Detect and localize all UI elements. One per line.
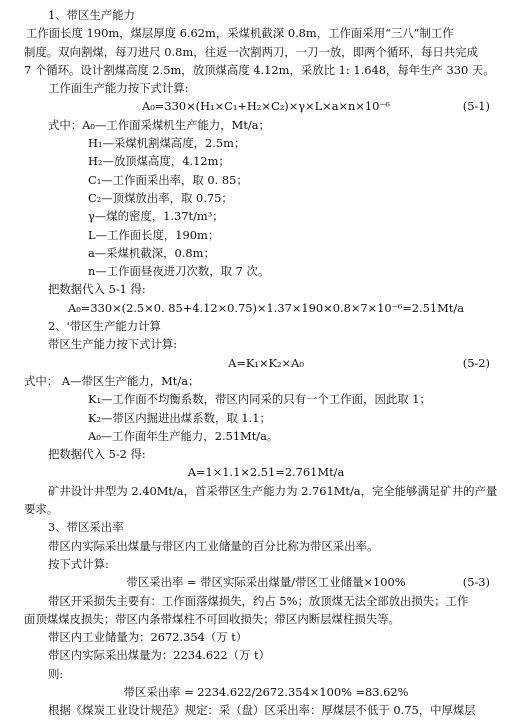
section-heading-3: 3、带区采出率 [48, 520, 124, 535]
paragraph-line: 工作面生产能力按下式计算: [48, 81, 189, 96]
formula-5-3 [0, 573, 532, 591]
equation-number: (5-1) [462, 99, 490, 114]
formula-text: 带区采出率 = 带区实际采出煤量/带区工业储量×100% [126, 575, 406, 590]
definition-line: K₁—工作面不均衡系数，带区内同采的只有一个工作面，因此取 1； [88, 392, 431, 407]
definition-line: C₂—顶煤放出率，取 0.75； [88, 190, 233, 205]
formula-text: A₀=330×(H₁×C₁+H₂×C₂)×γ×L×a×n×10⁻⁶ [142, 99, 390, 114]
definition-line: A₀—工作面年生产能力，2.51Mt/a。 [88, 428, 279, 443]
paragraph-line: 制度。双向割煤，每刀进尺 0.8m，往返一次割两刀，一刀一放，即两个循环，每日共完成 [24, 44, 478, 59]
definition-line: L—工作面长度，190m； [88, 227, 220, 242]
definition-line: a—采煤机截深，0.8m； [88, 245, 215, 260]
paragraph-line: 把数据代入 5-2 得: [48, 447, 146, 462]
definition-line: γ—煤的密度，1.37t/m³； [88, 209, 224, 224]
formula-5-2 [0, 354, 532, 372]
equation-number: (5-2) [462, 355, 490, 370]
paragraph-line: 矿井设计井型为 2.40Mt/a，首采带区生产能力为 2.761Mt/a，完全能够满足矿井的产量 [48, 483, 498, 498]
paragraph-line: 带区内实际采出煤量与带区内工业储量的百分比称为带区采出率。 [48, 538, 379, 553]
paragraph-line: 要求。 [24, 502, 59, 517]
section-heading-2: 2、'带区生产能力计算 [48, 319, 161, 334]
document-page [0, 6, 532, 720]
paragraph-line: 带区内工业储量为：2672.354（万 t） [48, 630, 248, 645]
equation-number: (5-3) [462, 575, 490, 590]
paragraph-line: 带区内实际采出煤量为：2234.622（万 t） [48, 648, 271, 663]
definition-line: H₁—采煤机割煤高度，2.5m； [88, 136, 246, 151]
paragraph-line: 带区开采损失主要有：工作面落煤损失，约占 5%；放顶煤无法全部放出损失；工作 [48, 593, 469, 608]
definition-line: 式中：A₀—工作面采煤机生产能力，Mt/a； [48, 117, 270, 132]
formula-5-2-result: A=1×1.1×2.51=2.761Mt/a [187, 465, 345, 480]
paragraph-line: 工作面长度 190m，煤层厚度 6.62m，采煤机截深 0.8m，工作面采用“三八”制工作 [26, 26, 454, 41]
paragraph-line: 按下式计算: [48, 556, 109, 571]
paragraph-line: 带区生产能力按下式计算: [48, 337, 178, 352]
formula-text: A=K₁×K₂×A₀ [228, 355, 304, 370]
paragraph-line: 面顶煤煤皮损失；带区内条带煤柱不可回收损失；带区内断层煤柱损失等。 [24, 611, 400, 626]
paragraph-line: 7 个循环。设计割煤高度 2.5m，放顶煤高度 4.12m，采放比 1: 1.648，每年生产 330 天。 [24, 62, 495, 77]
formula-5-3-result: 带区采出率 = 2234.622/2672.354×100% =83.62% [123, 684, 409, 699]
paragraph-line: 根据《煤炭工业设计规范》规定：采（盘）区采出率：厚煤层不低于 0.75，中厚煤层 [48, 703, 476, 718]
formula-5-1 [0, 97, 532, 115]
definition-line: 式中： A—带区生产能力，Mt/a； [24, 373, 200, 388]
definition-line: H₂—放顶煤高度，4.12m； [88, 154, 230, 169]
paragraph-line: 把数据代入 5-1 得: [48, 282, 146, 297]
section-heading-1: 1、带区生产能力 [48, 8, 135, 22]
definition-line: C₁—工作面采出率，取 0. 85； [88, 172, 248, 187]
definition-line: n—工作面昼夜进刀次数，取 7 次。 [88, 264, 270, 279]
definition-line: K₂—带区内掘进出煤系数，取 1.1； [88, 410, 271, 425]
paragraph-line: 则: [48, 666, 64, 681]
formula-5-1-result: A₀=330×(2.5×0. 85+4.12×0.75)×1.37×190×0.8×7×10⁻⁶=2.51Mt/a [68, 300, 464, 315]
